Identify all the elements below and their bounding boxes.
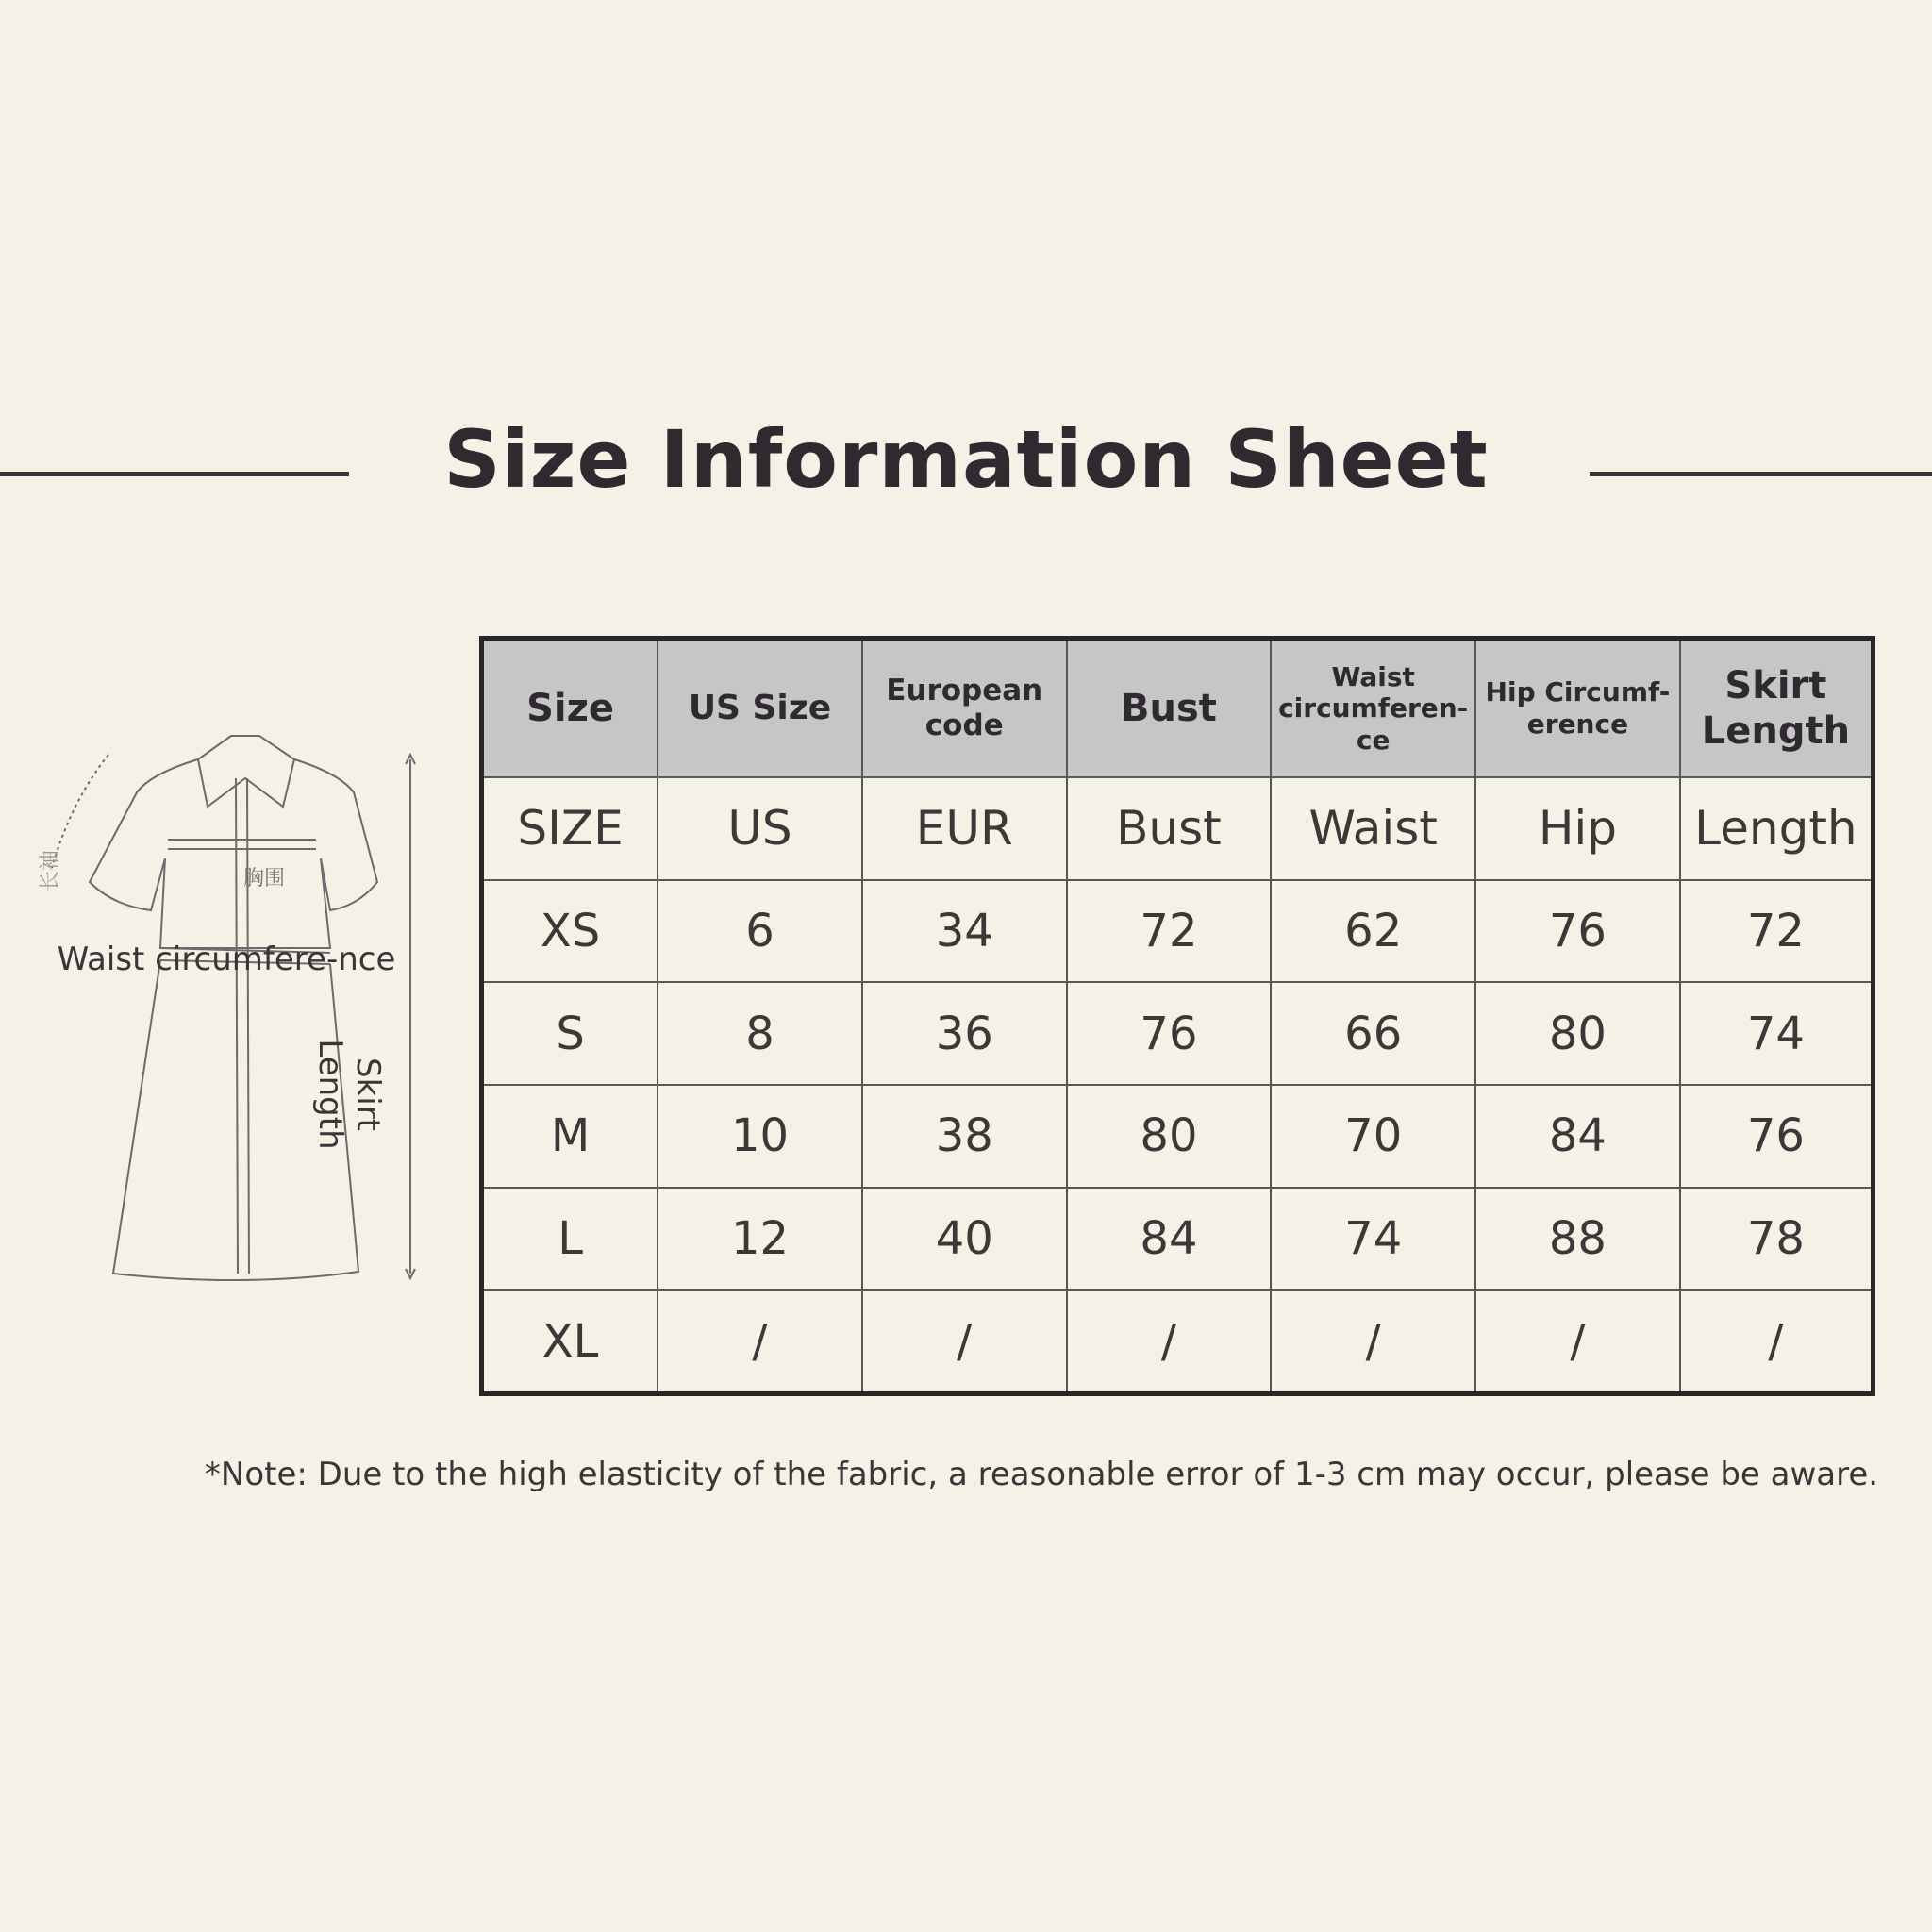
header-us-size: US Size xyxy=(658,639,862,778)
table-row-xs xyxy=(482,880,1874,983)
table-cell: 74 xyxy=(1680,982,1874,1085)
subheader-cell: US xyxy=(658,777,862,880)
table-cell: 76 xyxy=(1475,880,1680,983)
table-cell: XS xyxy=(482,880,658,983)
table-row-xl xyxy=(482,1290,1874,1393)
table-cell: / xyxy=(1475,1290,1680,1393)
header-hip: Hip Circumf-erence xyxy=(1475,639,1680,778)
waist-label: Waist circumfere-nce xyxy=(57,941,396,978)
header-bust: Bust xyxy=(1067,639,1272,778)
table-cell: 6 xyxy=(658,880,862,983)
table-cell: 38 xyxy=(862,1085,1067,1188)
subheader-cell: SIZE xyxy=(482,777,658,880)
subheader-cell: Hip xyxy=(1475,777,1680,880)
fabric-note: *Note: Due to the high elasticity of the fabric, a reasonable error of 1-3 cm may occur, please be aware. xyxy=(204,1456,1879,1493)
table-cell: 84 xyxy=(1067,1188,1272,1291)
page-title: Size Information Sheet xyxy=(443,413,1489,506)
sleeve-annotation: 长袖 xyxy=(39,849,62,891)
table-cell: 8 xyxy=(658,982,862,1085)
table-cell: 76 xyxy=(1680,1085,1874,1188)
header-waist: Waist circumferen-ce xyxy=(1271,639,1475,778)
table-cell: 84 xyxy=(1475,1085,1680,1188)
subheader-cell: Length xyxy=(1680,777,1874,880)
table-cell: 72 xyxy=(1067,880,1272,983)
table-cell: 78 xyxy=(1680,1188,1874,1291)
table-cell: S xyxy=(482,982,658,1085)
dress-illustration xyxy=(28,717,481,1302)
header-row xyxy=(482,639,1874,778)
table-row-s xyxy=(482,982,1874,1085)
table-cell: / xyxy=(1680,1290,1874,1393)
table-cell: / xyxy=(862,1290,1067,1393)
table-cell: M xyxy=(482,1085,658,1188)
table-cell: 62 xyxy=(1271,880,1475,983)
table-cell: / xyxy=(1271,1290,1475,1393)
table-cell: 10 xyxy=(658,1085,862,1188)
table-cell: 80 xyxy=(1475,982,1680,1085)
table-cell: 80 xyxy=(1067,1085,1272,1188)
header-skirt-length: Skirt Length xyxy=(1680,639,1874,778)
table-cell: 12 xyxy=(658,1188,862,1291)
subheader-cell: Bust xyxy=(1067,777,1272,880)
subheader-cell: EUR xyxy=(862,777,1067,880)
table-cell: / xyxy=(1067,1290,1272,1393)
table-cell: 74 xyxy=(1271,1188,1475,1291)
title-rule-right xyxy=(1590,472,1932,476)
bust-annotation: 胸围 xyxy=(243,867,286,891)
header-european-code: European code xyxy=(862,639,1067,778)
dress-outline-icon xyxy=(28,717,481,1302)
table-cell: L xyxy=(482,1188,658,1291)
table-cell: XL xyxy=(482,1290,658,1393)
header-size: Size xyxy=(482,639,658,778)
table-cell: 34 xyxy=(862,880,1067,983)
table-cell: 72 xyxy=(1680,880,1874,983)
table-cell: 40 xyxy=(862,1188,1067,1291)
table-cell: / xyxy=(658,1290,862,1393)
table-cell: 36 xyxy=(862,982,1067,1085)
subheader-cell: Waist xyxy=(1271,777,1475,880)
table-cell: 76 xyxy=(1067,982,1272,1085)
table-row-l xyxy=(482,1188,1874,1291)
length-label: Skirt Length xyxy=(311,1039,387,1150)
table-cell: 70 xyxy=(1271,1085,1475,1188)
subheader-row xyxy=(482,777,1874,880)
size-table xyxy=(479,636,1875,1396)
table-row-m xyxy=(482,1085,1874,1188)
table-cell: 88 xyxy=(1475,1188,1680,1291)
table-cell: 66 xyxy=(1271,982,1475,1085)
